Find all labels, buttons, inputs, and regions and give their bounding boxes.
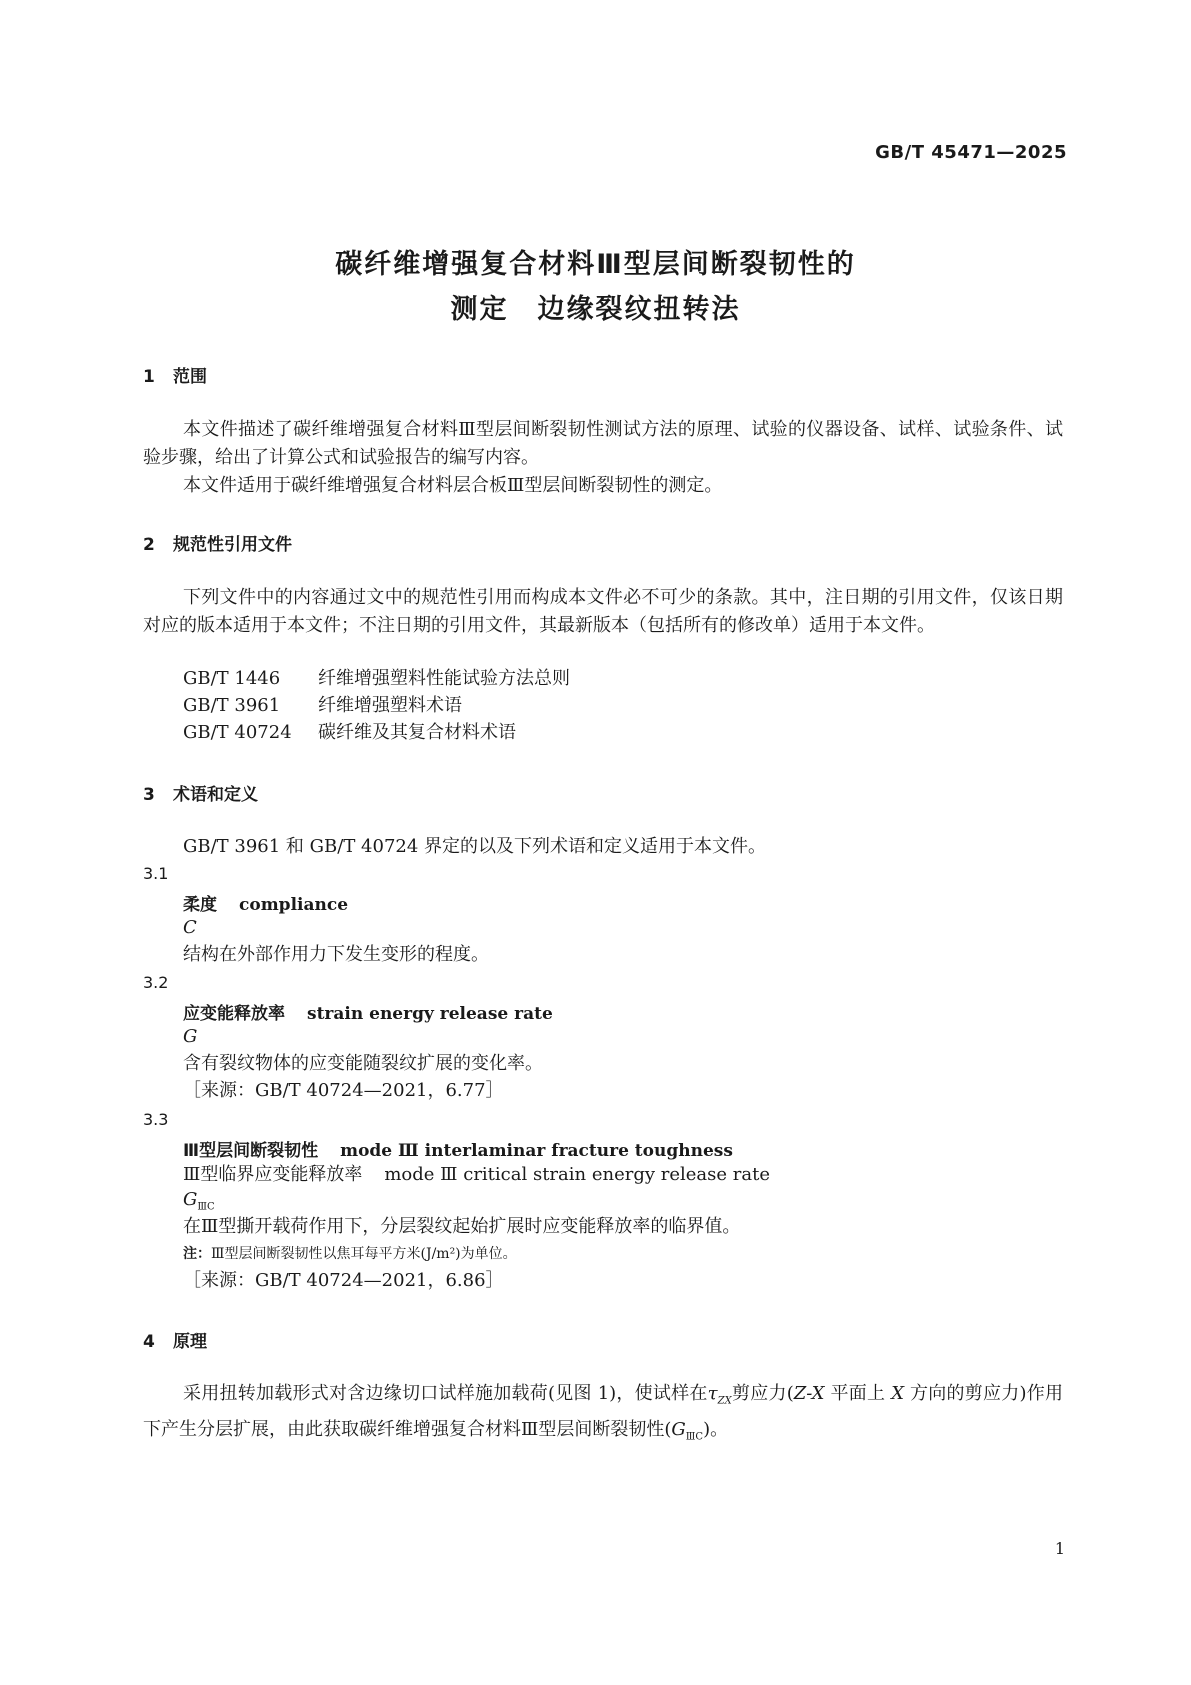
term-source: ［来源：GB/T 40724—2021，6.77］ <box>183 1080 504 1101</box>
term-admitted-english: mode Ⅲ critical strain energy release rate <box>384 1164 770 1185</box>
reference-code: GB/T 3961 <box>183 695 281 716</box>
reference-item <box>183 666 570 692</box>
reference-item <box>183 693 462 719</box>
g-symbol: G <box>671 1418 686 1440</box>
document-title-line-1: 碳纤维增强复合材料Ⅲ型层间断裂韧性的 <box>335 249 856 280</box>
clause-number: 3.2 <box>143 973 169 992</box>
reference-item <box>183 720 516 746</box>
section-heading-1 <box>143 362 207 387</box>
term-english: mode Ⅲ interlaminar fracture toughness <box>340 1141 733 1161</box>
section-number: 1 <box>143 367 155 387</box>
principle-text: 采用扭转加载形式对含边缘切口试样施加载荷(见图 1)，使试样在 <box>183 1383 708 1404</box>
section-title: 规范性引用文件 <box>173 535 292 555</box>
principle-text: 平面上 <box>824 1383 892 1404</box>
reference-title: 纤维增强塑料性能试验方法总则 <box>318 668 570 689</box>
tau-symbol: τ <box>707 1383 718 1404</box>
note-text: Ⅲ型层间断裂韧性以焦耳每平方米(J/m²)为单位。 <box>211 1246 517 1262</box>
term-chinese: 柔度 <box>183 895 217 915</box>
reference-code: GB/T 1446 <box>183 668 281 689</box>
plane-label: Z-X <box>793 1383 825 1404</box>
clause-number: 3.3 <box>143 1110 169 1129</box>
g-subscript: ⅢC <box>685 1431 704 1443</box>
scope-paragraph-2: 本文件适用于碳纤维增强复合材料层合板Ⅲ型层间断裂韧性的测定。 <box>183 475 723 496</box>
term-definition: 结构在外部作用力下发生变形的程度。 <box>183 944 489 965</box>
term-entry <box>183 890 348 915</box>
section-number: 3 <box>143 785 155 805</box>
section-heading-3 <box>143 780 258 805</box>
reference-title: 纤维增强塑料术语 <box>318 695 462 716</box>
term-definition: 在Ⅲ型撕开载荷作用下，分层裂纹起始扩展时应变能释放率的临界值。 <box>183 1216 741 1237</box>
term-english: compliance <box>239 895 349 915</box>
principle-paragraph <box>143 1380 1063 1451</box>
principle-text: 剪应力( <box>731 1383 794 1404</box>
term-chinese: Ⅲ型层间断裂韧性 <box>183 1141 319 1161</box>
section-heading-2 <box>143 530 292 555</box>
scope-paragraph-1: 本文件描述了碳纤维增强复合材料Ⅲ型层间断裂韧性测试方法的原理、试验的仪器设备、试样、试验条件、试验步骤，给出了计算公式和试验报告的编写内容。 <box>143 419 1063 468</box>
term-symbol: G <box>183 1026 198 1047</box>
term-symbol <box>183 1189 215 1213</box>
term-entry <box>183 1136 733 1161</box>
direction-label: X <box>891 1383 905 1404</box>
term-symbol: C <box>183 917 197 938</box>
document-title-line-2: 测定 边缘裂纹扭转法 <box>450 294 741 325</box>
terms-intro: GB/T 3961 和 GB/T 40724 界定的以及下列术语和定义适用于本文件。 <box>183 836 767 857</box>
term-note <box>183 1243 517 1263</box>
tau-subscript: ZX <box>717 1395 732 1407</box>
normative-intro: 下列文件中的内容通过文中的规范性引用而构成本文件必不可少的条款。其中，注日期的引用文件，仅该日期对应的版本适用于本文件；不注日期的引用文件，其最新版本（包括所有的修改单）适用于本文件。 <box>143 587 1063 636</box>
page-number: 1 <box>1054 1539 1065 1558</box>
reference-title: 碳纤维及其复合材料术语 <box>318 722 516 743</box>
note-label: 注： <box>183 1246 211 1262</box>
term-chinese: 应变能释放率 <box>183 1004 285 1024</box>
section-number: 4 <box>143 1332 155 1352</box>
clause-number: 3.1 <box>143 864 169 883</box>
term-definition: 含有裂纹物体的应变能随裂纹扩展的变化率。 <box>183 1053 543 1074</box>
principle-text: 方向的剪应力)作用下产生分层扩展，由此获取碳纤维增强复合材料Ⅲ型层间断裂韧性( <box>143 1383 1063 1440</box>
symbol-subscript: ⅢC <box>197 1201 215 1213</box>
term-english: strain energy release rate <box>307 1004 553 1024</box>
term-admitted-chinese: Ⅲ型临界应变能释放率 <box>183 1164 363 1185</box>
reference-code: GB/T 40724 <box>183 722 292 743</box>
symbol-main: G <box>183 1189 198 1210</box>
section-number: 2 <box>143 535 155 555</box>
standard-number: GB/T 45471—2025 <box>875 142 1067 163</box>
term-source: ［来源：GB/T 40724—2021，6.86］ <box>183 1270 504 1291</box>
principle-text: )。 <box>703 1418 729 1440</box>
section-title: 原理 <box>173 1332 207 1352</box>
section-title: 术语和定义 <box>173 785 258 805</box>
section-heading-4 <box>143 1327 207 1352</box>
term-entry <box>183 999 553 1024</box>
term-admitted <box>183 1162 770 1188</box>
section-title: 范围 <box>173 367 207 387</box>
